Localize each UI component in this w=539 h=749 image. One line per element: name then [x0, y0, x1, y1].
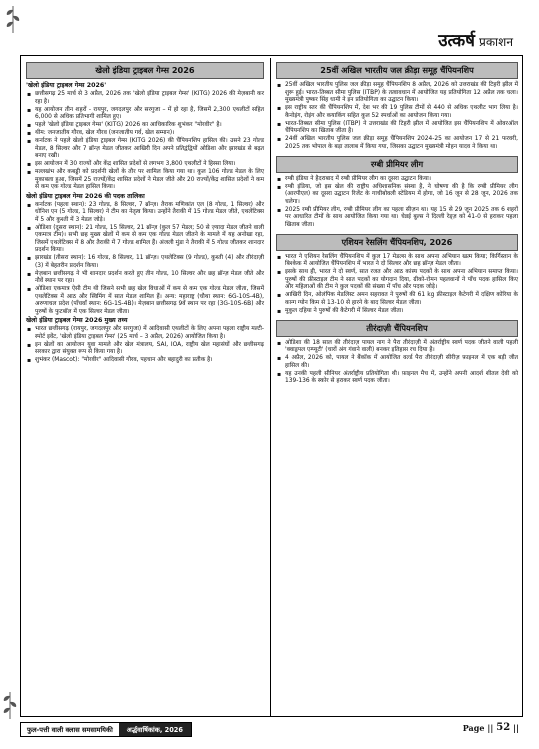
page-separator: ||	[487, 722, 494, 733]
list-item: ▪ ओडिशा की 18 साल की तीरंदाज़ पायल नाग ने पैरा तीरंदाज़ी में अंतर्राष्ट्रीय स्वर्ण पदक जीतने वाली पहली 'क्वाड्रपल एम्प्यूटी' (चारों अंग गंवाने वाली) बनकर इतिहास रच दिया है।	[276, 340, 518, 355]
list-item: ▪ 2025 रग्बी प्रीमियर लीग, रग्बी प्रीमियर लीग का पहला सीज़न था। यह 15 से 29 जून 2025 तक 6 शहरों पर आधारित टीमों के साथ आयोजित किया गया था। चेन्नई बुल्स ने दिल्ली रेड्ज़ को 41-0 से हराकर पहला खिताब जीता।	[276, 207, 518, 230]
page-label: Page	[462, 722, 485, 733]
list-item: ▪ पहले 'खेलो इंडिया ट्राइबल गेम्स' (KITG) 2026 का आधिकारिक शुभंकर "मोरवीर" है।	[26, 122, 264, 130]
page-separator-end: ||	[513, 722, 519, 733]
section-title-rugby: रग्बी प्रीमियर लीग	[276, 156, 518, 173]
leaf-ornament-icon	[3, 4, 23, 34]
list-item: ▪ 4 अप्रैल, 2026 को, पायल ने बैंकॉक में आयोजित वर्ल्ड पैरा तीरंदाज़ी सीरीज़ फ़ाइनल में एक बड़ी जीत हासिल की।	[276, 355, 518, 370]
list-item: ▪ कर्नाटक (पहला स्थान): 23 गोल्ड, 8 सिल्वर, 7 ब्रॉन्ज़। तैराक मणिकांत एल (8 गोल्ड, 1 सिल्वर) और धोनिश एन (5 गोल्ड, 1 सिल्वर) ने टीम का नेतृत्व किया। उन्होंने तैराकी में 15 गोल्ड मेडल जीते, एथलेटिक्स में 5 और कुश्ती में 3 मेडल जोड़े।	[26, 202, 264, 225]
water-sports-list	[276, 82, 518, 151]
list-item: ▪ ओडिशा एकमात्र ऐसी टीम थी जिसने सभी छह खेल विधाओं में कम से कम एक गोल्ड मेडल जीता, जिसमें एथलेटिक्स में आठ और स्विमिंग में सात मेडल शामिल हैं। अन्य: महाराष्ट्र (चौथा स्थान: 6G-10S-4B), अरुणाचल प्रदेश (पाँचवाँ स्थान: 6G-1S-4B)। मेज़बान छत्तीसगढ़ 9वें स्थान पर रहा (3G-10S-6B) और पुरुषों के फुटबॉल में एक सिल्वर मेडल जीता।	[26, 286, 264, 316]
footer-series-title: फुल-पत्ती वाली क्लास समसामयिकी	[21, 723, 119, 736]
list-item: ▪ मुकुल दहिया ने पुरुषों की कैटेगरी में सिल्वर मेडल जीता।	[276, 308, 518, 316]
list-item: ▪ रग्बी इंडिया, जो इस खेल की राष्ट्रीय अधिशासनिक संस्था है, ने घोषणा की है कि रग्बी प्रीमियर लीग (आरपीएल) का दूसरा उद्घाटन रिजेंट के गाचीबोवली स्टेडियम में होगा, जो 16 जून से 28 जून, 2026 तक चलेगा।	[276, 184, 518, 207]
wrestling-list	[276, 254, 518, 316]
list-item: ▪ यह आयोजन तीन शहरों - रायपुर, जगदलपुर और सरगुजा – में हो रहा है, जिसमें 2,300 एथलीटों सहित 6,000 से अधिक प्रतिभागी शामिल हुए।	[26, 107, 264, 122]
list-item: ▪ ओडिशा (दूसरा स्थान): 21 गोल्ड, 15 सिल्वर, 21 ब्रॉन्ज़ (कुल 57 मेडल; 50 से ज़्यादा मेडल जीतने वाली एकमात्र टीम)। सभी छह मुख्य खेलों में कम से कम एक गोल्ड मेडल जीतने के मामले में यह अनोखा रहा, जिसमें एथलेटिक्स में 8 और तैराकी में 7 गोल्ड शामिल हैं। अंजली मुंडा ने तैराकी में 5 गोल्ड जीतकर शानदार प्रदर्शन किया।	[26, 225, 264, 255]
list-item: ▪ इसके साथ ही, भारत ने दो स्वर्ण, सात रजत और आठ कांस्य पदकों के साथ अपना अभियान समाप्त किया। पुरुषों की फ्रीस्टाइल टीम ने सात पदकों का योगदान दिया, ग्रीको-रोमन पहलवानों ने पाँच पदक हासिल किए और महिलाओं की टीम ने कुल पदकों की संख्या में पाँच और पदक जोड़े।	[276, 269, 518, 292]
list-item: ▪ इस आयोजन में 30 राज्यों और केंद्र शासित प्रदेशों से लगभग 3,800 एथलीटों ने हिस्सा लिया।	[26, 161, 264, 169]
intro-heading: 'खेलो इंडिया ट्राइबल गेम्स 2026'	[26, 82, 107, 89]
page-footer	[20, 721, 523, 737]
list-item: ▪ 25वीं अखिल भारतीय पुलिस जल क्रीड़ा समूह चैंपियनशिप 8 अप्रैल, 2026 को उत्तराखंड की टिहरी झील में शुरू हुई। भारत-तिब्बत सीमा पुलिस (ITBP) के तत्वावधान में आयोजित यह प्रतियोगिता 12 अप्रैल तक चला। मुख्यमंत्री पुष्कर सिंह धामी ने इन प्रतियोगिता का उद्घाटन किया।	[276, 82, 518, 105]
list-item: ▪ छत्तीसगढ़ 25 मार्च से 3 अप्रैल, 2026 तक 'खेलो इंडिया ट्राइबल गेम्स' (KITG) 2026 की मेज़बानी कर रहा है।	[26, 91, 264, 106]
list-item: ▪ मेज़बान छत्तीसगढ़ ने भी शानदार प्रदर्शन करते हुए तीन गोल्ड, 10 सिल्वर और छह ब्रॉन्ज़ मेडल जीते और नौवें स्थान पर रहा।	[26, 271, 264, 286]
list-item: ▪ थीम: जनजातीय गौरव, खेल गौरव (जनजातीय गर्व, खेल सम्मान)।	[26, 130, 264, 138]
intro-list	[26, 91, 264, 192]
list-item: ▪ 24वीं अखिल भारतीय पुलिस जल क्रीड़ा समूह चैंपियनशिप 2024-25 का आयोजन 17 से 21 फरवरी, 2025 तक भोपाल के बड़ा तालाब में किया गया, जिसका उद्घाटन मुख्यमंत्री मोहन यादव ने किया था।	[276, 136, 518, 151]
archery-list	[276, 340, 518, 386]
footer-banner	[20, 722, 192, 737]
list-item: ▪ रग्बी इंडिया ने हैदराबाद में रग्बी प्रीमियर लीग का दूसरा उद्घाटन किया।	[276, 176, 518, 184]
section-title-archery: तीरंदाज़ी चैंपियनशिप	[276, 320, 518, 337]
list-item: ▪ मल्लखंभ और कबड्डी को प्रदर्शनी खेलों के तौर पर शामिल किया गया था। कुल 106 गोल्ड मेडल के लिए मुकाबला हुआ, जिसमें 25 राज्यों/केंद्र शासित प्रदेशों ने मेडल जीते और 20 राज्यों/केंद्र शासित प्रदेशों ने कम से कम एक गोल्ड मेडल हासिल किया।	[26, 169, 264, 192]
page-number: 52	[496, 722, 511, 733]
list-item: ▪ इस राष्ट्रीय स्तर की चैंपियनशिप में, देश भर की 19 पुलिस टीमों से 440 से अधिक एथलीट भाग लिया है। कैनोइंग, रोइंग और कयाकिंग सहित कुल 52 स्पर्धाओं का आयोजन किया गया।	[276, 105, 518, 120]
brand-name: उत्कर्ष	[438, 31, 476, 51]
page-number-block	[463, 722, 519, 733]
facts-list	[26, 326, 264, 365]
list-item: ▪ इन खेलों का आयोजन युवा मामले और खेल मंत्रालय, SAI, IOA, राष्ट्रीय खेल महासंघों और छत्तीसगढ़ सरकार द्वारा संयुक्त रूप से किया गया है।	[26, 342, 264, 357]
list-item: ▪ यह उनकी पहली सीनियर अंतर्राष्ट्रीय प्रतियोगिता थी। फ़ाइनल मैच में, उन्होंने अपनी आदर्श शीतल देवी को 139-136 के स्कोर से हराकर स्वर्ण पदक जीता।	[276, 371, 518, 386]
footer-edition: अर्द्धवार्षिकांक, 2026	[119, 723, 191, 736]
leaf-ornament-icon	[0, 690, 20, 720]
column-divider	[270, 58, 271, 716]
list-item: ▪ आखिरी दिन, ओलंपिक मेडलिस्ट अमन सहरावत ने पुरुषों की 61 kg फ्रीस्टाइल कैटेगरी में दक्षिण कोरिया के कान्ग ग्योन किम से 13-10 से हारने के बाद सिल्वर मेडल जीता।	[276, 292, 518, 307]
list-item: ▪ कर्नाटक ने पहले खेलो इंडिया ट्राइबल गेम्स (KITG 2026) की चैंपियनशिप हासिल की। उसने 23 गोल्ड मेडल, 8 सिल्वर और 7 ब्रॉन्ज़ मेडल जीतकर आखिरी दिन अपने प्रतिद्वंद्वियों ओडिशा और झारखंड से बढ़त बनाए रखी।	[26, 138, 264, 161]
brand-sub: प्रकाशन	[479, 35, 513, 49]
list-item: ▪ भारत ने एशियन रेसलिंग चैंपियनशिप में कुल 17 मेडल्स के साथ अपना अभियान खत्म किया; किर्गिस्तान के बिश्केक में आयोजित चैंपियनशिप में भारत ने दो सिल्वर और छह ब्रॉन्ज़ मेडल जीता।	[276, 254, 518, 269]
left-column	[26, 62, 264, 365]
key-facts-heading: खेलो इंडिया ट्राइबल गेम्स 2026 मुख्य तथ्य	[26, 317, 128, 324]
medal-list	[26, 202, 264, 317]
list-item: ▪ भारत छत्तीसगढ़ (रायपुर, जगदलपुर और सरगुजा) में आदिवासी एथलीटों के लिए अपना पहला राष्ट्रीय मल्टी-स्पोर्ट इवेंट, 'खेलो इंडिया ट्राइबल गेम्स' (25 मार्च – 3 अप्रैल, 2026) आयोजित किया है।	[26, 326, 264, 341]
list-item: ▪ भारत-तिब्बत सीमा पुलिस (ITBP) ने उत्तराखंड की टिहरी झील में आयोजित इस चैंपियनशिप में ओवरऑल चैंपियनशिप का खिताब जीता है।	[276, 121, 518, 136]
rugby-list	[276, 176, 518, 230]
section-title-water-sports: 25वीं अखिल भारतीय जल क्रीड़ा समूह चैंपियनशिप	[276, 62, 518, 79]
medal-table-heading: खेलो इंडिया ट्राइबल गेम्स 2026 की पदक तालिका	[26, 192, 145, 200]
list-item: ▪ झारखंड (तीसरा स्थान): 16 गोल्ड, 8 सिल्वर, 11 ब्रॉन्ज़। एथलेटिक्स (9 गोल्ड), कुश्ती (4) और तीरंदाज़ी (3) में बेहतरीन प्रदर्शन किया।	[26, 255, 264, 270]
brand-logo	[438, 28, 513, 51]
section-title-wrestling: एशियन रेसलिंग चैंपियनशिप, 2026	[276, 234, 518, 251]
list-item: ▪ शुभंकर (Mascot): "मोरवीर" आदिवासी गौरव, पहचान और बहादुरी का प्रतीक है।	[26, 357, 264, 365]
right-column	[276, 62, 518, 386]
section-title-khelo-india: खेलो इंडिया ट्राइबल गेम्स 2026	[26, 62, 264, 79]
